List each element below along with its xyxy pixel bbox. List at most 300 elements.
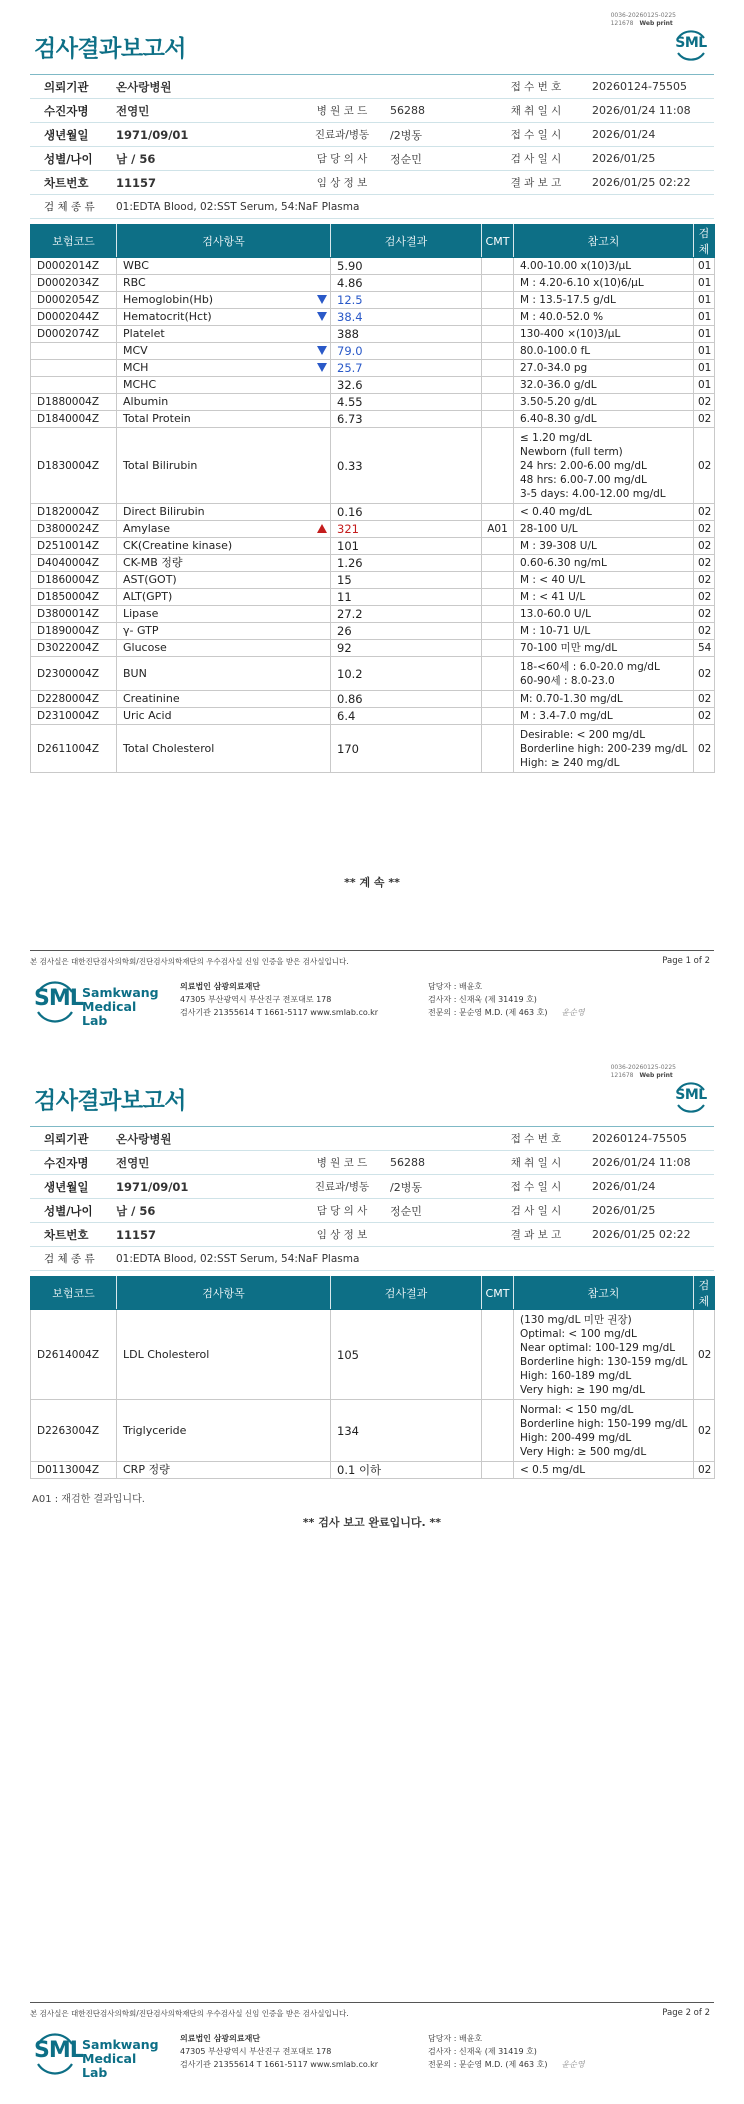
specimen-cell: 02 — [694, 428, 715, 504]
table-header-row — [31, 1277, 715, 1310]
staff-tester: 검사자 : 신재욱 (제 31419 호) — [428, 2047, 537, 2056]
result-cell: 26 — [331, 623, 482, 640]
test-name-cell: Glucose — [117, 640, 331, 657]
test-code-cell — [31, 377, 117, 394]
report-complete-text: ** 검사 보고 완료입니다. ** — [302, 1516, 442, 1529]
corp-address: 47305 부산광역시 부산진구 전포대로 178 — [180, 995, 332, 1004]
col-header-reference: 참고치 — [514, 1277, 694, 1310]
specimen-label: 검 체 종 류 — [44, 1253, 95, 1265]
result-cell: 79.0 — [331, 343, 482, 360]
col-header-cmt: CMT — [482, 1277, 514, 1310]
cmt-cell — [482, 606, 514, 623]
specimen-cell: 02 — [694, 504, 715, 521]
test-code-cell — [31, 343, 117, 360]
footer-logo-name-line1: Samkwang — [82, 2037, 159, 2052]
print-code-line1: 0036-20260125-0225 — [610, 1064, 676, 1071]
specimen-cell: 02 — [694, 657, 715, 691]
specimen-cell: 02 — [694, 708, 715, 725]
result-cell: 0.16 — [331, 504, 482, 521]
test-code-cell: D0002074Z — [31, 326, 117, 343]
corp-name: 의료법인 삼광의료재단 — [180, 982, 261, 991]
result-cell: 6.4 — [331, 708, 482, 725]
dept-label: 진료과/병동 — [314, 129, 370, 141]
birth-value: 1971/09/01 — [116, 127, 189, 142]
receipt-no-value: 20260124-75505 — [592, 80, 687, 93]
test-name-cell: RBC — [117, 275, 331, 292]
result-cell: 101 — [331, 538, 482, 555]
receipt-no-label: 접 수 번 호 — [510, 1133, 562, 1145]
reference-cell: 13.0-60.0 U/L — [514, 606, 694, 623]
chart-no-label: 차트번호 — [44, 1227, 89, 1242]
info-row — [30, 1151, 714, 1175]
signature: 윤순영 — [561, 1008, 585, 1017]
collection-date-label: 채 취 일 시 — [510, 1157, 562, 1169]
reference-cell: (130 mg/dL 미만 권장) Optimal: < 100 mg/dL Near optimal: 100-129 mg/dL Borderline high: 130-159 mg/dL High: 160-189 mg/dL Very high: ≥ 190 mg/dL — [514, 1310, 694, 1400]
reference-cell: Desirable: < 200 mg/dL Borderline high: 200-239 mg/dL High: ≥ 240 mg/dL — [514, 725, 694, 773]
reference-cell: Normal: < 150 mg/dL Borderline high: 150-199 mg/dL High: 200-499 mg/dL Very High: ≥ 500 mg/dL — [514, 1400, 694, 1462]
test-code-cell: D1880004Z — [31, 394, 117, 411]
test-code-cell — [31, 360, 117, 377]
table-row — [31, 691, 715, 708]
reference-cell: ≤ 1.20 mg/dL Newborn (full term) 24 hrs: 2.00-6.00 mg/dL 48 hrs: 6.00-7.00 mg/dL 3-5 days: 4.00-12.00 mg/dL — [514, 428, 694, 504]
print-code-line1: 0036-20260125-0225 — [610, 12, 676, 19]
table-row — [31, 360, 715, 377]
test-code-cell: D2300004Z — [31, 657, 117, 691]
reference-cell: M : < 41 U/L — [514, 589, 694, 606]
test-code-cell: D0002014Z — [31, 258, 117, 275]
print-code-line2: 121678 — [610, 20, 634, 27]
test-name-cell: Creatinine — [117, 691, 331, 708]
cmt-cell — [482, 691, 514, 708]
specimen-cell: 02 — [694, 623, 715, 640]
result-cell: 134 — [331, 1400, 482, 1462]
sex-age-label: 성별/나이 — [44, 1203, 93, 1218]
reference-cell: 0.60-6.30 ng/mL — [514, 555, 694, 572]
test-code-cell: D0002034Z — [31, 275, 117, 292]
specimen-cell: 01 — [694, 326, 715, 343]
table-row — [31, 640, 715, 657]
specimen-cell: 02 — [694, 589, 715, 606]
chart-no-value: 11157 — [116, 175, 157, 190]
cmt-cell — [482, 258, 514, 275]
table-row — [31, 504, 715, 521]
table-row — [31, 623, 715, 640]
collection-date-label: 채 취 일 시 — [510, 105, 562, 117]
table-header-row — [31, 225, 715, 258]
result-cell: 1.26 — [331, 555, 482, 572]
reference-cell: 4.00-10.00 x(10)3/μL — [514, 258, 694, 275]
reference-cell: M : 10-71 U/L — [514, 623, 694, 640]
sml-logo-text: SML — [675, 35, 707, 51]
sml-logo — [672, 1078, 710, 1116]
footer-logo-name — [82, 986, 162, 1028]
dept-value: /2병동 — [390, 1180, 422, 1194]
test-name-cell: Amylase — [117, 521, 331, 538]
cmt-cell — [482, 292, 514, 309]
corp-contact: 검사기관 21355614 T 1661-5117 www.smlab.co.kr — [180, 2060, 379, 2069]
test-date-value: 2026/01/25 — [592, 1204, 656, 1217]
report-date-value: 2026/01/25 02:22 — [592, 176, 691, 189]
cmt-cell — [482, 326, 514, 343]
specimen-cell: 02 — [694, 691, 715, 708]
reference-cell: M : 13.5-17.5 g/dL — [514, 292, 694, 309]
footer-staff — [428, 980, 585, 1019]
test-name-cell: Hematocrit(Hct) — [117, 309, 331, 326]
institution-label: 의뢰기관 — [44, 1131, 89, 1146]
print-code — [611, 12, 676, 28]
result-cell: 11 — [331, 589, 482, 606]
print-code-line2: 121678 — [610, 1072, 634, 1079]
info-row — [30, 99, 714, 123]
table-row — [31, 538, 715, 555]
cmt-cell — [482, 640, 514, 657]
chart-no-label: 차트번호 — [44, 175, 89, 190]
received-date-label: 접 수 일 시 — [510, 1181, 562, 1193]
test-code-cell: D1860004Z — [31, 572, 117, 589]
table-row — [31, 1462, 715, 1479]
info-row — [30, 1223, 714, 1247]
specimen-cell: 01 — [694, 343, 715, 360]
result-cell: 5.90 — [331, 258, 482, 275]
page-number: Page 2 of 2 — [662, 2008, 710, 2018]
info-row — [30, 1175, 714, 1199]
cmt-cell — [482, 1462, 514, 1479]
cmt-cell — [482, 343, 514, 360]
received-date-value: 2026/01/24 — [592, 128, 656, 141]
col-header-code: 보험코드 — [31, 225, 117, 258]
doctor-label: 담 당 의 사 — [316, 1205, 368, 1217]
cmt-cell — [482, 309, 514, 326]
result-cell: 6.73 — [331, 411, 482, 428]
reference-cell: < 0.40 mg/dL — [514, 504, 694, 521]
institution-value: 온사랑병원 — [116, 1131, 172, 1146]
test-name-cell: Total Protein — [117, 411, 331, 428]
receipt-no-value: 20260124-75505 — [592, 1132, 687, 1145]
table-row — [31, 292, 715, 309]
result-cell: 32.6 — [331, 377, 482, 394]
col-header-specimen: 검체 — [694, 1277, 715, 1310]
test-name-cell: Platelet — [117, 326, 331, 343]
sex-age-value: 남 / 56 — [116, 1203, 156, 1218]
result-cell: 388 — [331, 326, 482, 343]
reference-cell: 70-100 미만 mg/dL — [514, 640, 694, 657]
low-flag-arrow-icon — [317, 363, 327, 372]
result-cell: 27.2 — [331, 606, 482, 623]
specimen-cell: 01 — [694, 258, 715, 275]
staff-specialist: 전문의 : 문순영 M.D. (제 463 호) — [428, 1008, 548, 1017]
table-row — [31, 1400, 715, 1462]
col-header-item: 검사항목 — [117, 1277, 331, 1310]
patient-name-label: 수진자명 — [44, 103, 89, 118]
reference-cell: 32.0-36.0 g/dL — [514, 377, 694, 394]
reference-cell: M : < 40 U/L — [514, 572, 694, 589]
collection-date-value: 2026/01/24 11:08 — [592, 104, 691, 117]
test-code-cell: D1890004Z — [31, 623, 117, 640]
hospital-code-label: 병 원 코 드 — [316, 105, 368, 117]
test-date-label: 검 사 일 시 — [510, 1205, 562, 1217]
low-flag-arrow-icon — [317, 295, 327, 304]
low-flag-arrow-icon — [317, 346, 327, 355]
info-row — [30, 1127, 714, 1151]
specimen-label: 검 체 종 류 — [44, 201, 95, 213]
test-code-cell: D1840004Z — [31, 411, 117, 428]
info-row — [30, 195, 714, 219]
corp-address: 47305 부산광역시 부산진구 전포대로 178 — [180, 2047, 332, 2056]
specimen-cell: 02 — [694, 606, 715, 623]
specimen-cell: 01 — [694, 309, 715, 326]
cmt-cell — [482, 377, 514, 394]
test-name-cell: ALT(GPT) — [117, 589, 331, 606]
table-row — [31, 377, 715, 394]
staff-manager: 담당자 : 배윤호 — [428, 2034, 483, 2043]
patient-info-block — [30, 1126, 714, 1271]
reference-cell: M : 4.20-6.10 x(10)6/μL — [514, 275, 694, 292]
cmt-cell — [482, 360, 514, 377]
continues-text: ** 계 속 ** — [344, 876, 400, 889]
dept-value: /2병동 — [390, 128, 422, 142]
test-code-cell: D0002054Z — [31, 292, 117, 309]
footer-logo-name-line2: Medical Lab — [82, 2051, 137, 2080]
chart-no-value: 11157 — [116, 1227, 157, 1242]
report-date-label: 결 과 보 고 — [510, 177, 562, 189]
specimen-value: 01:EDTA Blood, 02:SST Serum, 54:NaF Plasma — [116, 1252, 360, 1265]
institution-label: 의뢰기관 — [44, 79, 89, 94]
result-cell: 15 — [331, 572, 482, 589]
signature: 윤순영 — [561, 2060, 585, 2069]
test-name-cell: Total Cholesterol — [117, 725, 331, 773]
test-code-cell: D3022004Z — [31, 640, 117, 657]
result-cell: 25.7 — [331, 360, 482, 377]
cmt-cell — [482, 589, 514, 606]
sml-logo-text: SML — [675, 1087, 707, 1103]
col-header-code: 보험코드 — [31, 1277, 117, 1310]
specimen-cell: 02 — [694, 1310, 715, 1400]
results-table-body — [31, 1310, 715, 1479]
reference-cell: M: 0.70-1.30 mg/dL — [514, 691, 694, 708]
test-name-cell: MCHC — [117, 377, 331, 394]
result-cell: 170 — [331, 725, 482, 773]
low-flag-arrow-icon — [317, 312, 327, 321]
specimen-cell: 02 — [694, 521, 715, 538]
page-number: Page 1 of 2 — [662, 956, 710, 966]
table-row — [31, 394, 715, 411]
dept-label: 진료과/병동 — [314, 1181, 370, 1193]
page-title: 검사결과보고서 — [34, 36, 187, 62]
test-name-cell: CRP 정량 — [117, 1462, 331, 1479]
test-name-cell: Uric Acid — [117, 708, 331, 725]
info-row — [30, 1247, 714, 1271]
specimen-cell: 02 — [694, 555, 715, 572]
table-row — [31, 657, 715, 691]
doctor-value: 정순민 — [390, 1204, 422, 1218]
cmt-cell — [482, 275, 514, 292]
sml-logo — [672, 26, 710, 64]
web-print-label: Web print — [639, 20, 673, 27]
test-code-cell: D2280004Z — [31, 691, 117, 708]
specimen-cell: 02 — [694, 411, 715, 428]
table-row — [31, 589, 715, 606]
staff-tester: 검사자 : 신재욱 (제 31419 호) — [428, 995, 537, 1004]
results-table-page-2 — [30, 1276, 715, 1479]
result-cell: 321 — [331, 521, 482, 538]
table-row — [31, 708, 715, 725]
cmt-cell — [482, 538, 514, 555]
cmt-cell — [482, 725, 514, 773]
result-cell: 4.86 — [331, 275, 482, 292]
col-header-specimen: 검체 — [694, 225, 715, 258]
doctor-label: 담 당 의 사 — [316, 153, 368, 165]
hospital-code-value: 56288 — [390, 104, 425, 117]
institution-value: 온사랑병원 — [116, 79, 172, 94]
table-row — [31, 275, 715, 292]
staff-specialist: 전문의 : 문순영 M.D. (제 463 호) — [428, 2060, 548, 2069]
result-cell: 38.4 — [331, 309, 482, 326]
result-cell: 92 — [331, 640, 482, 657]
col-header-result: 검사결과 — [331, 1277, 482, 1310]
specimen-cell: 02 — [694, 1462, 715, 1479]
cmt-cell — [482, 1310, 514, 1400]
cmt-cell — [482, 1400, 514, 1462]
report-date-label: 결 과 보 고 — [510, 1229, 562, 1241]
birth-value: 1971/09/01 — [116, 1179, 189, 1194]
table-row — [31, 1310, 715, 1400]
footer-logo-mark: SML — [34, 986, 83, 1011]
print-code — [611, 1064, 676, 1080]
test-name-cell: Direct Bilirubin — [117, 504, 331, 521]
cmt-cell — [482, 411, 514, 428]
result-cell: 0.33 — [331, 428, 482, 504]
test-code-cell: D4040004Z — [31, 555, 117, 572]
reference-cell: M : 40.0-52.0 % — [514, 309, 694, 326]
result-cell: 4.55 — [331, 394, 482, 411]
table-row — [31, 258, 715, 275]
table-row — [31, 725, 715, 773]
patient-info-block — [30, 74, 714, 219]
footer-logo-mark: SML — [34, 2038, 83, 2063]
certification-note: 본 검사실은 대한진단검사의학회/진단검사의학재단의 우수검사실 신임 인증을 받은 검사실입니다. — [30, 957, 349, 966]
table-row — [31, 309, 715, 326]
test-name-cell: MCV — [117, 343, 331, 360]
reference-cell: 28-100 U/L — [514, 521, 694, 538]
test-code-cell: D2510014Z — [31, 538, 117, 555]
high-flag-arrow-icon — [317, 524, 327, 533]
reference-cell: 18-<60세 : 6.0-20.0 mg/dL 60-90세 : 8.0-23.0 — [514, 657, 694, 691]
cmt-cell — [482, 555, 514, 572]
patient-name-value: 전영민 — [116, 103, 150, 118]
reference-cell: 130-400 ×(10)3/μL — [514, 326, 694, 343]
test-code-cell: D1850004Z — [31, 589, 117, 606]
corp-contact: 검사기관 21355614 T 1661-5117 www.smlab.co.kr — [180, 1008, 379, 1017]
footer-corp-info — [180, 980, 378, 1019]
info-row — [30, 123, 714, 147]
results-table-page-1 — [30, 224, 715, 773]
hospital-code-value: 56288 — [390, 1156, 425, 1169]
collection-date-value: 2026/01/24 11:08 — [592, 1156, 691, 1169]
test-name-cell: Total Bilirubin — [117, 428, 331, 504]
result-cell: 10.2 — [331, 657, 482, 691]
specimen-cell: 02 — [694, 1400, 715, 1462]
test-code-cell: D3800024Z — [31, 521, 117, 538]
table-row — [31, 411, 715, 428]
cmt-cell — [482, 504, 514, 521]
footer-logo-name-line1: Samkwang — [82, 985, 159, 1000]
received-date-value: 2026/01/24 — [592, 1180, 656, 1193]
specimen-cell: 01 — [694, 360, 715, 377]
test-code-cell: D0113004Z — [31, 1462, 117, 1479]
table-row — [31, 555, 715, 572]
test-name-cell: CK(Creatine kinase) — [117, 538, 331, 555]
table-row — [31, 343, 715, 360]
test-code-cell: D1820004Z — [31, 504, 117, 521]
patient-name-label: 수진자명 — [44, 1155, 89, 1170]
test-name-cell: Hemoglobin(Hb) — [117, 292, 331, 309]
test-name-cell: Lipase — [117, 606, 331, 623]
info-row — [30, 147, 714, 171]
footer-logo-name-line2: Medical Lab — [82, 999, 137, 1028]
info-row — [30, 171, 714, 195]
footer-logo — [34, 2032, 162, 2080]
receipt-no-label: 접 수 번 호 — [510, 81, 562, 93]
cmt-cell — [482, 572, 514, 589]
specimen-value: 01:EDTA Blood, 02:SST Serum, 54:NaF Plasma — [116, 200, 360, 213]
table-row — [31, 428, 715, 504]
test-name-cell: Triglyceride — [117, 1400, 331, 1462]
info-row — [30, 75, 714, 99]
footer-staff — [428, 2032, 585, 2071]
reference-cell: < 0.5 mg/dL — [514, 1462, 694, 1479]
page-title: 검사결과보고서 — [34, 1088, 187, 1114]
hospital-code-label: 병 원 코 드 — [316, 1157, 368, 1169]
cmt-cell — [482, 428, 514, 504]
clinical-info-label: 임 상 정 보 — [316, 1229, 368, 1241]
reference-cell: 27.0-34.0 pg — [514, 360, 694, 377]
patient-name-value: 전영민 — [116, 1155, 150, 1170]
doctor-value: 정순민 — [390, 152, 422, 166]
table-row — [31, 521, 715, 538]
cmt-cell: A01 — [482, 521, 514, 538]
birth-label: 생년월일 — [44, 127, 89, 142]
test-date-label: 검 사 일 시 — [510, 153, 562, 165]
result-cell: 0.1 이하 — [331, 1462, 482, 1479]
results-table-body — [31, 258, 715, 773]
specimen-cell: 01 — [694, 275, 715, 292]
sex-age-value: 남 / 56 — [116, 151, 156, 166]
info-row — [30, 1199, 714, 1223]
test-name-cell: BUN — [117, 657, 331, 691]
col-header-cmt: CMT — [482, 225, 514, 258]
staff-manager: 담당자 : 배윤호 — [428, 982, 483, 991]
table-row — [31, 606, 715, 623]
test-code-cell: D0002044Z — [31, 309, 117, 326]
col-header-result: 검사결과 — [331, 225, 482, 258]
result-cell: 105 — [331, 1310, 482, 1400]
test-name-cell: LDL Cholesterol — [117, 1310, 331, 1400]
test-name-cell: AST(GOT) — [117, 572, 331, 589]
footer-logo-name — [82, 2038, 162, 2080]
reference-cell: 80.0-100.0 fL — [514, 343, 694, 360]
received-date-label: 접 수 일 시 — [510, 129, 562, 141]
cmt-cell — [482, 394, 514, 411]
result-cell: 0.86 — [331, 691, 482, 708]
specimen-cell: 02 — [694, 725, 715, 773]
certification-note: 본 검사실은 대한진단검사의학회/진단검사의학재단의 우수검사실 신임 인증을 받은 검사실입니다. — [30, 2009, 349, 2018]
test-name-cell: CK-MB 정량 — [117, 555, 331, 572]
test-code-cell: D2614004Z — [31, 1310, 117, 1400]
test-date-value: 2026/01/25 — [592, 152, 656, 165]
test-code-cell: D2263004Z — [31, 1400, 117, 1462]
test-name-cell: MCH — [117, 360, 331, 377]
reference-cell: M : 3.4-7.0 mg/dL — [514, 708, 694, 725]
